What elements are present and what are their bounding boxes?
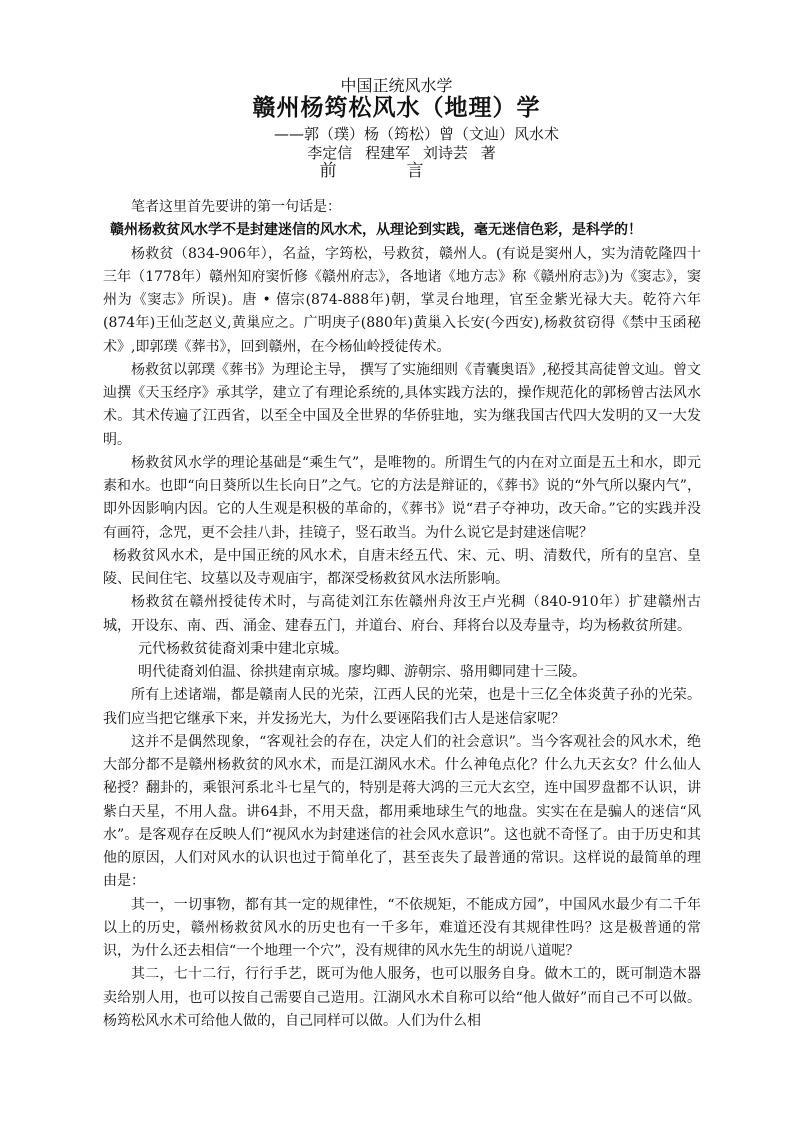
body-text (103, 196, 701, 1033)
paragraph: 元代杨救贫徒裔刘秉中建北京城。 (138, 640, 348, 657)
series-title: 中国正统风水学 (340, 76, 453, 95)
paragraph: 这并不是偶然现象，“客观社会的存在，决定人们的社会意识”。当今客观社会的风水术，绝大部分都不是赣州杨救贫的风水术，而是江湖风水术。什么神龟点化？什么九天玄女？什么仙人秘授？翻卦的，乘银河系北斗七星气的，特别是蒋大鸿的三元大玄空，连中国罗盘都不认识，讲紫白天星，不用人盘。讲64卦，不用天盘，都用乘地球生气的地盘。实实在在是骗人的迷信“风水”。是客观存在反映人们“视风水为封建迷信的社会风水意识”。这也就不奇怪了。由于历史和其他的原因，人们对风水的认识也过于简单化了，甚至丧失了最普通的常识。这样说的最简单的理由是： (103, 733, 701, 890)
paragraph: 其二，七十二行，行行手艺，既可为他人服务，也可以服务自身。做木工的，既可制造木器卖给别人用，也可以按自己需要自己造用。江湖风水术自称可以给“他人做好”而自己不可以做。杨筠松风水术可给他人做的，自己同样可以做。人们为什么相 (103, 966, 701, 1029)
book-subtitle: ——郭（璞）杨（筠松）曾（文辿）风水术 (273, 125, 559, 143)
paragraph: 杨救贫在赣州授徒传术时，与高徒刘江东佐赣州舟汝王卢光稠（840-910年）扩建赣州古城，开设东、南、西、涌金、建春五门，并道台、府台、拜将台以及寿量寺，均为杨救贫所建。 (103, 594, 701, 634)
author-role: 著 (480, 144, 496, 162)
author-name: 刘诗芸 (422, 144, 468, 162)
section-heading: 前言 (319, 161, 494, 181)
paragraph: 杨救贫风水学的理论基础是“乘生气”，是唯物的。所谓生气的内在对立面是五土和水，即元素和水。也即“向日葵所以生长向日”之气。它的方法是辩证的，《葬书》说的“外气所以聚内气”，即外因影响内因。它的人生观是积极的革命的，《葬书》说“君子夺神功，改天命。”它的实践并没有画符，念咒，更不会挂八卦，挂镜子，竖石敢当。为什么说它是封建迷信呢？ (103, 454, 701, 541)
author-name: 程建军 (365, 144, 411, 162)
author-name: 李定信 (307, 144, 353, 162)
thesis-statement: 赣州杨救贫风水学不是封建迷信的风水术，从理论到实践，毫无迷信色彩，是科学的！ (110, 222, 642, 239)
paragraph: 笔者这里首先要讲的第一句话是： (131, 199, 341, 215)
paragraph: 杨救贫风水术，是中国正统的风水术，自唐末经五代、宋、元、明、清数代，所有的皇宫、皇陵、民间住宅、坟墓以及寺观庙宇，都深受杨救贫风水法所影响。 (103, 547, 701, 587)
book-title: 赣州杨筠松风水（地理）学 (252, 95, 541, 121)
paragraph: 明代徒裔刘伯温、徐拱建南京城。廖均卿、游朝宗、骆用卿同建十三陵。 (138, 664, 586, 680)
paragraph: 杨救贫（834-906年），名益，字筠松，号救贫，赣州人。(有说是窦州人，实为清乾隆四十三年（1778年）赣州知府窦忻修《赣州府志》，各地诸《地方志》称《赣州府志》)为《窦志》，窦州为《窦志》所误)。唐 • 僖宗(874-888年)朝，掌灵台地理，官至金紫光禄大夫。乾符六年(874年)王仙芝赵义,黄巢应之。广明庚子(880年)黄巢入长安(今西安),杨救贫窃得《禁中玉函秘术》,即郭璞《葬书》，回到赣州，在今杨仙岭授徒传术。 (103, 245, 701, 355)
paragraph: 其一，一切事物，都有其一定的规律性，“不依规矩，不能成方园”，中国风水最少有二千年以上的历史，赣州杨救贫风水的历史也有一千多年，难道还没有其规律性吗？这是极普通的常识，为什么还去相信“一个地理一个穴”，没有规律的风水先生的胡说八道呢？ (103, 896, 701, 959)
paragraph: 杨救贫以郭璞《葬书》为理论主导， 撰写了实施细则《青囊奥语》,秘授其高徒曾文辿。曾文辿撰《天玉经序》承其学，建立了有理论系统的,具体实践方法的，操作规范化的郭杨曾古法风水术。其术传遍了江西省，以至全中国及全世界的华侨驻地，实为继我国古代四大发明的又一大发明。 (103, 361, 701, 448)
paragraph: 所有上述诸端，都是赣南人民的光荣，江西人民的光荣，也是十三亿全体炎黄子孙的光荣。我们应当把它继承下来，并发扬光大，为什么要诬陷我们古人是迷信家呢？ (103, 687, 701, 727)
